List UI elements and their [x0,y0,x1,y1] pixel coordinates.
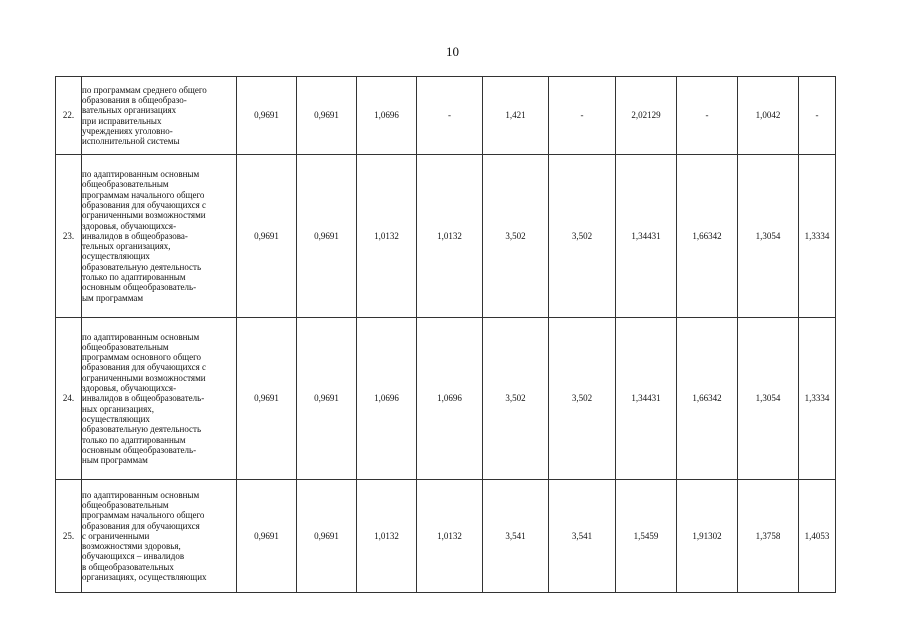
value-cell: 1,3054 [738,318,799,480]
value-cell: 2,02129 [616,77,677,155]
value-cell: 1,0132 [357,480,417,593]
value-cell: 3,541 [483,480,549,593]
value-cell: 1,66342 [677,318,738,480]
description-line: образования для обучающихся [82,520,200,531]
description-line: при исправительных [82,115,162,126]
description-line: по адаптированным основным [82,169,200,180]
description-line: инвалидов в общеобразователь- [82,393,205,404]
value-cell: 1,4053 [799,480,836,593]
description-line: осуществляющих [82,413,150,424]
value-cell: 1,5459 [616,480,677,593]
description-line: в общеобразовательных [82,561,174,572]
description-line: возможностями здоровья, [82,541,181,552]
value-cell: 0,9691 [237,155,297,318]
description-line: ных организациях, [82,403,155,414]
description-line: ым программам [82,292,144,303]
table-row [56,480,836,593]
value-cell: 0,9691 [237,480,297,593]
value-cell: - [417,77,483,155]
coefficients-table [55,76,836,593]
description-line: образования в общеобразо- [82,94,187,105]
description-line: общеобразовательным [82,179,169,190]
value-cell: 1,3054 [738,155,799,318]
description-line: программам начального общего [82,510,205,521]
value-cell: - [549,77,616,155]
description-line: основным общеобразователь- [82,444,197,455]
value-cell: 1,0132 [417,155,483,318]
description-line: тельных организациях, [82,241,171,252]
value-cell: 1,34431 [616,155,677,318]
value-cell: 1,3334 [799,155,836,318]
description-line: общеобразовательным [82,341,169,352]
value-cell: 3,502 [549,318,616,480]
table-row [56,77,836,155]
row-number: 23. [56,155,82,318]
value-cell: - [677,77,738,155]
table-row [56,318,836,480]
description-line: по адаптированным основным [82,489,200,500]
value-cell: 1,66342 [677,155,738,318]
page-number: 10 [446,44,459,59]
value-cell: 1,0696 [417,318,483,480]
value-cell: 3,502 [483,318,549,480]
row-number: 22. [56,77,82,155]
description-line: программам начального общего [82,189,205,200]
value-cell: 1,0696 [357,77,417,155]
value-cell: 0,9691 [237,77,297,155]
value-cell: 0,9691 [297,480,357,593]
description-line: здоровья, обучающихся- [82,220,177,231]
row-description [82,480,237,593]
table-row [56,155,836,318]
description-line: основным общеобразователь- [82,282,197,293]
row-number: 25. [56,480,82,593]
value-cell: 1,91302 [677,480,738,593]
description-line: только по адаптированным [82,434,186,445]
value-cell: 1,0696 [357,318,417,480]
value-cell: 0,9691 [237,318,297,480]
description-line: учреждениях уголовно- [82,125,173,136]
row-number: 24. [56,318,82,480]
value-cell: 1,0132 [357,155,417,318]
description-line: по адаптированным основным [82,331,200,342]
value-cell: 1,0042 [738,77,799,155]
description-line: образовательную деятельность [82,424,202,435]
description-line: по программам среднего общего [82,84,207,95]
description-line: с ограниченными [82,530,150,541]
description-line: образования для обучающихся с [82,362,207,373]
value-cell: 0,9691 [297,155,357,318]
row-description [82,77,237,155]
value-cell: - [799,77,836,155]
description-line: программам основного общего [82,352,202,363]
value-cell: 0,9691 [297,318,357,480]
description-line: осуществляющих [82,251,150,262]
description-line: ным программам [82,455,148,466]
description-line: инвалидов в общеобразова- [82,230,188,241]
description-line: образования для обучающихся с [82,199,207,210]
value-cell: 1,421 [483,77,549,155]
description-line: общеобразовательным [82,499,169,510]
value-cell: 3,541 [549,480,616,593]
value-cell: 3,502 [549,155,616,318]
row-description [82,318,237,480]
value-cell: 0,9691 [297,77,357,155]
description-line: организациях, осуществляющих [82,572,207,583]
value-cell: 1,34431 [616,318,677,480]
description-line: здоровья, обучающихся- [82,383,177,394]
description-line: обучающихся – инвалидов [82,551,185,562]
value-cell: 1,0132 [417,480,483,593]
description-line: вательных организациях [82,105,177,116]
value-cell: 3,502 [483,155,549,318]
description-line: ограниченными возможностями [82,372,206,383]
description-line: ограниченными возможностями [82,210,206,221]
description-line: исполнительной системы [82,136,180,147]
description-line: только по адаптированным [82,272,186,283]
description-line: образовательную деятельность [82,261,202,272]
value-cell: 1,3334 [799,318,836,480]
value-cell: 1,3758 [738,480,799,593]
row-description [82,155,237,318]
